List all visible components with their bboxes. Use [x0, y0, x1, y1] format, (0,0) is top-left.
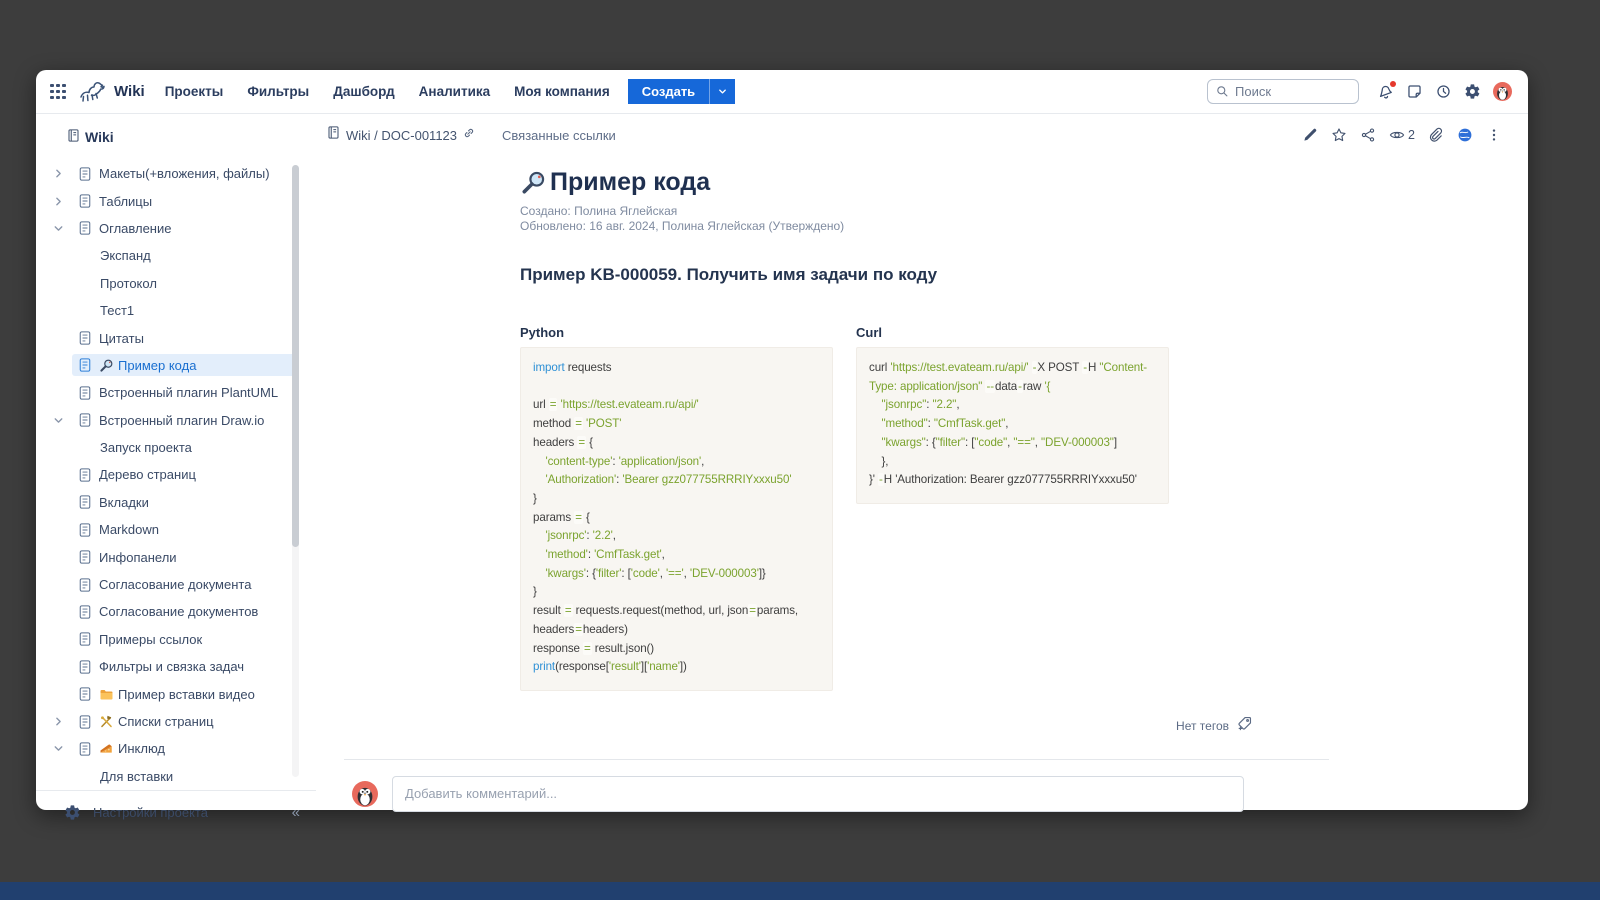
- chevron-down-icon[interactable]: [52, 742, 72, 755]
- sidebar-item-label: Встроенный плагин PlantUML: [99, 385, 279, 401]
- sidebar-item[interactable]: [36, 735, 316, 762]
- notifications-icon[interactable]: [1377, 83, 1394, 100]
- share-icon[interactable]: [1360, 127, 1376, 143]
- wiki-sidebar: [36, 114, 316, 821]
- sidebar-item[interactable]: [36, 270, 316, 297]
- sidebar-item[interactable]: [36, 763, 316, 790]
- sidebar-header: [36, 114, 316, 152]
- chevron-down-icon[interactable]: [52, 222, 72, 235]
- section-heading: Пример KB-000059. Получить имя задачи по коду: [520, 265, 938, 284]
- sidebar-item-label: Пример кода: [118, 357, 197, 373]
- sidebar-item[interactable]: [36, 215, 316, 242]
- magnifier-icon: [520, 169, 547, 196]
- add-tag-icon[interactable]: [1236, 715, 1253, 737]
- page-meta: [520, 204, 1329, 234]
- document-area: [316, 114, 1528, 810]
- updated-line: Обновлено: 16 авг. 2024, Полина Яглейская (Утверждено): [520, 219, 845, 233]
- related-links-button[interactable]: Связанные ссылки: [502, 127, 616, 143]
- apps-grid-icon[interactable]: [50, 84, 66, 100]
- notes-icon[interactable]: [1406, 83, 1423, 100]
- sidebar-item-label: Примеры ссылок: [99, 631, 203, 647]
- notification-badge: [1390, 81, 1396, 87]
- document-scroll: [316, 156, 1528, 812]
- create-dropdown-button[interactable]: [709, 79, 735, 104]
- sidebar-item[interactable]: [36, 489, 316, 516]
- sidebar-item-label: Вкладки: [99, 494, 149, 510]
- code-label: Python: [520, 325, 565, 340]
- page-tree: [36, 152, 316, 790]
- sidebar-item[interactable]: [36, 324, 316, 351]
- sidebar-scrollbar-thumb[interactable]: [292, 165, 299, 547]
- folder-icon: [99, 687, 114, 702]
- comment-input[interactable]: [392, 776, 1244, 812]
- doc-icon: [78, 357, 92, 373]
- sidebar-item[interactable]: [36, 407, 316, 434]
- search-box: [1207, 79, 1359, 104]
- sidebar-item[interactable]: [36, 242, 316, 269]
- chevron-down-icon: [717, 86, 728, 97]
- doc-icon: [78, 659, 92, 675]
- search-input[interactable]: [1207, 79, 1359, 104]
- doc-icon: [78, 412, 92, 428]
- sidebar-item[interactable]: [36, 626, 316, 653]
- create-split-button: [628, 79, 735, 104]
- sidebar-scrollbar[interactable]: [292, 165, 299, 777]
- doc-icon: [78, 549, 92, 565]
- sidebar-item[interactable]: [36, 680, 316, 707]
- code-column-python: [520, 325, 833, 691]
- sidebar-item[interactable]: [36, 297, 316, 324]
- page-title-text: Пример кода: [550, 168, 711, 196]
- attachments-icon[interactable]: [1428, 127, 1444, 143]
- create-button[interactable]: Создать: [628, 79, 709, 104]
- chevron-right-icon[interactable]: [52, 715, 72, 728]
- code-examples: [520, 325, 1329, 691]
- doc-icon: [78, 686, 92, 702]
- code-label: Curl: [856, 325, 882, 340]
- sidebar-item-label: Протокол: [100, 275, 157, 291]
- search-icon: [1215, 84, 1229, 98]
- taskbar-strip: [0, 882, 1600, 900]
- doc-icon: [78, 220, 92, 236]
- chevron-right-icon[interactable]: [52, 167, 72, 180]
- sidebar-item[interactable]: [36, 160, 316, 187]
- sidebar-item-label: Согласование документов: [99, 604, 259, 620]
- sidebar-item[interactable]: [36, 516, 316, 543]
- favorite-icon[interactable]: [1331, 127, 1347, 143]
- gear-icon[interactable]: [64, 804, 81, 821]
- sidebar-item-label: Таблицы: [99, 193, 153, 209]
- divider: [344, 759, 1329, 760]
- sidebar-item-label: Запуск проекта: [100, 440, 192, 456]
- sidebar-item-label: Оглавление: [99, 220, 172, 236]
- sidebar-item-label: Для вставки: [100, 768, 174, 784]
- sidebar-item-label: Инфопанели: [99, 549, 177, 565]
- sidebar-item[interactable]: [36, 543, 316, 570]
- book-icon: [66, 128, 81, 146]
- project-settings-button[interactable]: Настройки проекта: [93, 804, 208, 820]
- sidebar-header-label: Wiki: [85, 129, 114, 145]
- doc-icon: [78, 577, 92, 593]
- views-icon[interactable]: [1389, 127, 1415, 143]
- code-column-curl: [856, 325, 1169, 691]
- collapse-sidebar-button[interactable]: «: [291, 803, 298, 821]
- user-avatar[interactable]: [1493, 82, 1512, 101]
- nav-item-2[interactable]: Дашборд: [333, 84, 395, 99]
- tags-label: Нет тегов: [1176, 718, 1229, 733]
- settings-icon[interactable]: [1464, 83, 1481, 100]
- sidebar-item[interactable]: [36, 653, 316, 680]
- doc-icon: [78, 193, 92, 209]
- sidebar-item-label: Экспанд: [100, 248, 151, 264]
- sidebar-item[interactable]: [36, 434, 316, 461]
- sidebar-item-label: Тест1: [100, 303, 135, 319]
- nav-item-4[interactable]: Моя компания: [514, 84, 610, 99]
- sidebar-item-label: Пример вставки видео: [118, 686, 255, 702]
- doc-icon: [78, 604, 92, 620]
- sidebar-item[interactable]: [36, 187, 316, 214]
- view-count: 2: [1408, 128, 1415, 142]
- doc-icon: [78, 330, 92, 346]
- tags-button[interactable]: [344, 715, 1329, 737]
- sidebar-item-label: Дерево страниц: [99, 467, 196, 483]
- user-avatar: [352, 781, 378, 807]
- link-icon[interactable]: [462, 126, 476, 145]
- breadcrumb-text: Wiki / DOC-001123: [346, 127, 458, 143]
- tools-icon: [99, 714, 114, 729]
- sidebar-item[interactable]: [36, 379, 316, 406]
- sidebar-item-label: Инклюд: [118, 741, 165, 757]
- sidebar-item-label: Макеты(+вложения, файлы): [99, 166, 270, 182]
- dino-logo-icon[interactable]: [78, 80, 110, 104]
- chevron-down-icon[interactable]: [52, 414, 72, 427]
- doc-icon: [78, 494, 92, 510]
- magnifier-icon: [99, 358, 114, 373]
- topbar-right: [1207, 79, 1512, 104]
- doc-icon: [78, 522, 92, 538]
- sidebar-item-label: Списки страниц: [118, 714, 214, 729]
- sidebar-item-label: Встроенный плагин Draw.io: [99, 412, 265, 428]
- sidebar-item-label: Markdown: [99, 522, 159, 538]
- doc-icon: [78, 714, 92, 730]
- sidebar-item[interactable]: [36, 352, 316, 379]
- sidebar-footer: [36, 790, 316, 834]
- sidebar-item[interactable]: [36, 461, 316, 488]
- nav-item-3[interactable]: Аналитика: [418, 84, 491, 99]
- chevron-right-icon[interactable]: [52, 195, 72, 208]
- code-block-curl: curl 'https://test.evateam.ru/api/' -X POST -H "Content- Type: application/json" --data-raw '{ "jsonrpc": "2.2", "method": "CmfTask.get", "kwargs": {"filter": ["code", "==", "DEV-000003"] }, }' -H 'Authorization: Bearer gzz077755RRRIYxxxu50': [856, 347, 1169, 504]
- sidebar-item-label: Цитаты: [99, 330, 144, 346]
- globe-icon[interactable]: [1457, 127, 1473, 143]
- sidebar-item[interactable]: [36, 708, 316, 735]
- main-nav: [165, 84, 610, 99]
- sidebar-item-label: Фильтры и связка задач: [99, 659, 245, 675]
- document-icon: [326, 125, 341, 145]
- edit-icon[interactable]: [1302, 127, 1318, 143]
- code-block-python: import requests url = 'https://test.evateam.ru/api/' method = 'POST' headers = { 'content-type': 'application/json', 'Authorization': 'Bearer gzz077755RRRIYxxxu50' } params = { 'jsonrpc': '2.2', 'method': 'CmfTask.get', 'kwargs': {'filter': ['code', '==', 'DEV-000003']} } result = requests.request(method, url, json=params, headers=headers) response = result.json() print(response['result']['name']): [520, 347, 833, 691]
- doc-icon: [78, 631, 92, 647]
- nav-item-1[interactable]: Фильтры: [247, 84, 310, 99]
- top-navigation-bar: [36, 70, 1528, 114]
- topbar-icons: [1377, 83, 1481, 100]
- doc-icon: [78, 385, 92, 401]
- sidebar-item-label: Согласование документа: [99, 577, 252, 593]
- breadcrumb[interactable]: [326, 125, 476, 145]
- document-toolbar: [1302, 127, 1502, 143]
- nav-item-0[interactable]: Проекты: [164, 84, 224, 99]
- document-header: [316, 114, 1528, 156]
- app-title: Wiki: [114, 83, 145, 100]
- doc-icon: [78, 741, 92, 757]
- page-title: [520, 168, 1329, 197]
- comment-section: [344, 776, 1329, 812]
- sidebar-item[interactable]: [36, 571, 316, 598]
- created-line: Создано: Полина Яглейская: [520, 204, 678, 218]
- wedge-icon: [99, 741, 114, 756]
- app-window: [36, 70, 1528, 821]
- sidebar-item[interactable]: [36, 598, 316, 625]
- more-icon[interactable]: [1486, 127, 1502, 143]
- history-icon[interactable]: [1435, 83, 1452, 100]
- doc-icon: [78, 166, 92, 182]
- doc-icon: [78, 467, 92, 483]
